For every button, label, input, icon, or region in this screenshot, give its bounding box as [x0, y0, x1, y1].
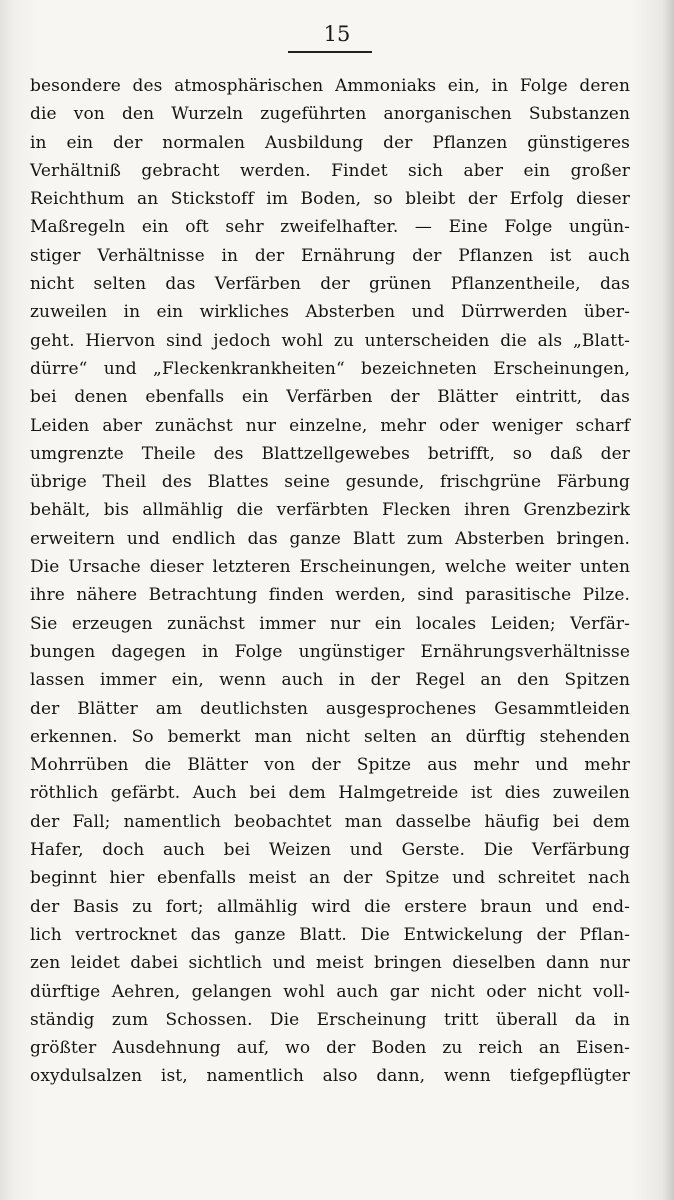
text-line: beginnt hier ebenfalls meist an der Spitze und schreitet nach — [30, 868, 630, 889]
text-line: Sie erzeugen zunächst immer nur ein locales Leiden; Verfär- — [30, 613, 630, 634]
text-line: zen leidet dabei sichtlich und meist bringen dieselben dann nur — [30, 953, 630, 974]
text-line: erkennen. So bemerkt man nicht selten an dürftig stehenden — [30, 726, 630, 747]
page-number: 15 — [323, 22, 351, 46]
text-line: größter Ausdehnung auf, wo der Boden zu reich an Eisen- — [30, 1038, 630, 1059]
text-line: röthlich gefärbt. Auch bei dem Halmgetreide ist dies zuweilen — [30, 783, 630, 804]
page-gutter-shadow — [662, 0, 674, 1200]
text-line: Hafer, doch auch bei Weizen und Gerste. Die Verfärbung — [30, 840, 630, 861]
text-line: behält, bis allmählig die verfärbten Flecken ihren Grenzbezirk — [30, 500, 630, 521]
text-line: zuweilen in ein wirkliches Absterben und Dürrwerden über- — [30, 302, 630, 323]
text-line: Reichthum an Stickstoff im Boden, so bleibt der Erfolg dieser — [30, 189, 630, 210]
text-line: in ein der normalen Ausbildung der Pflanzen günstigeres — [30, 132, 630, 153]
text-line: stiger Verhältnisse in der Ernährung der Pflanzen ist auch — [30, 245, 630, 266]
text-line: Die Ursache dieser letzteren Erscheinungen, welche weiter unten — [30, 557, 630, 578]
text-line: Maßregeln ein oft sehr zweifelhafter. — Eine Folge ungün- — [30, 217, 630, 238]
text-line: besondere des atmosphärischen Ammoniaks ein, in Folge deren — [30, 76, 630, 96]
text-line: geht. Hiervon sind jedoch wohl zu unterscheiden die als „Blatt- — [30, 330, 630, 351]
text-line: Mohrrüben die Blätter von der Spitze aus mehr und mehr — [30, 755, 630, 776]
text-line: oxydulsalzen ist, namentlich also dann, wenn tiefgepflügter — [30, 1066, 630, 1087]
text-line: bei denen ebenfalls ein Verfärben der Blätter eintritt, das — [30, 387, 630, 408]
text-line: der Blätter am deutlichsten ausgesprochenes Gesammtleiden — [30, 698, 630, 719]
text-line: erweitern und endlich das ganze Blatt zum Absterben bringen. — [30, 528, 630, 549]
text-line: lassen immer ein, wenn auch in der Regel an den Spitzen — [30, 670, 630, 691]
text-line: der Fall; namentlich beobachtet man dasselbe häufig bei dem — [30, 811, 630, 832]
text-line: Verhältniß gebracht werden. Findet sich aber ein großer — [30, 160, 630, 181]
header-rule — [288, 51, 372, 53]
text-line: ihre nähere Betrachtung finden werden, sind parasitische Pilze. — [30, 585, 630, 606]
text-line: die von den Wurzeln zugeführten anorganischen Substanzen — [30, 104, 630, 125]
text-line: dürftige Aehren, gelangen wohl auch gar nicht oder nicht voll- — [30, 981, 630, 1002]
text-line: dürre“ und „Fleckenkrankheiten“ bezeichneten Erscheinungen, — [30, 358, 630, 379]
body-text — [30, 72, 630, 1091]
text-line: nicht selten das Verfärben der grünen Pflanzentheile, das — [30, 274, 630, 295]
text-line: ständig zum Schossen. Die Erscheinung tritt überall da in — [30, 1009, 630, 1030]
text-line: Leiden aber zunächst nur einzelne, mehr oder weniger scharf — [30, 415, 630, 436]
text-line: umgrenzte Theile des Blattzellgewebes betrifft, so daß der — [30, 443, 630, 464]
text-line: übrige Theil des Blattes seine gesunde, frischgrüne Färbung — [30, 472, 630, 493]
text-line: bungen dagegen in Folge ungünstiger Ernährungsverhältnisse — [30, 641, 630, 662]
text-line: lich vertrocknet das ganze Blatt. Die Entwickelung der Pflan- — [30, 924, 630, 945]
text-line: der Basis zu fort; allmählig wird die erstere braun und end- — [30, 896, 630, 917]
